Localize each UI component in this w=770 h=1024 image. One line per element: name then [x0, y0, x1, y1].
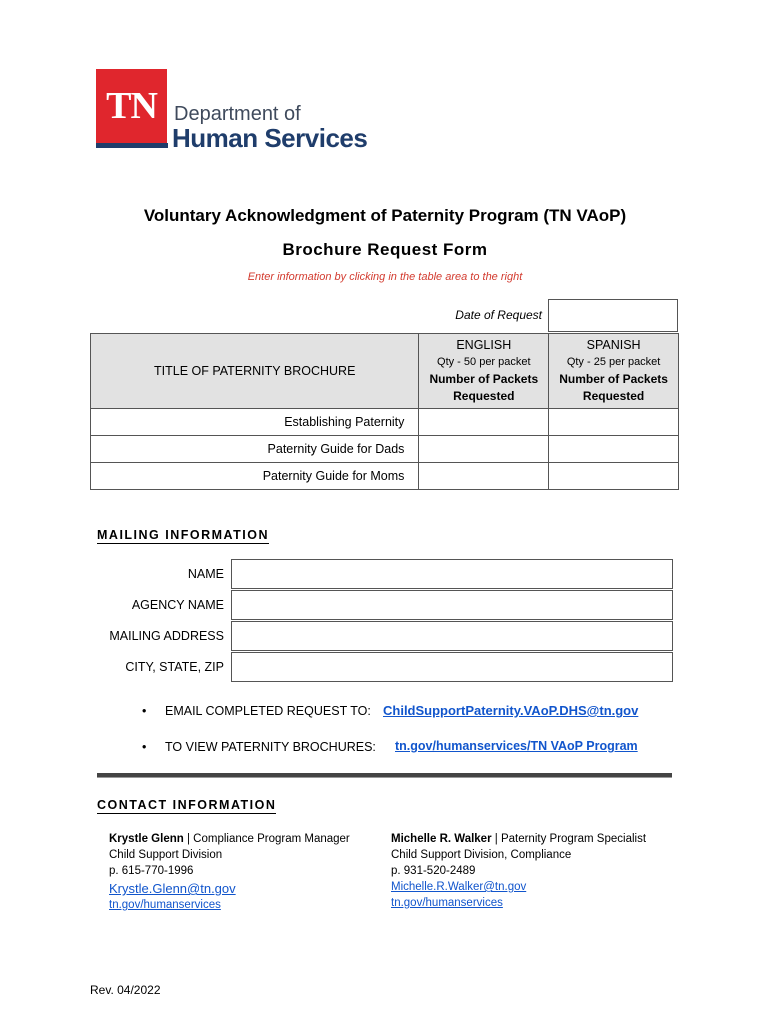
spanish-count-label: Number of Packets Requested [559, 371, 668, 403]
brochure-title: Establishing Paternity [91, 409, 419, 436]
name-field[interactable] [231, 559, 673, 589]
contact-role: | Compliance Program Manager [183, 833, 350, 845]
contact-name-line [109, 831, 350, 847]
contact-site-link[interactable]: tn.gov/humanservices [391, 897, 503, 909]
title-header-cell [91, 334, 419, 409]
contact-card [391, 831, 646, 911]
english-packets-input[interactable] [419, 436, 549, 463]
city-state-zip-field[interactable] [231, 652, 673, 682]
contact-name-line [391, 831, 646, 847]
spanish-packets-input[interactable] [549, 409, 679, 436]
date-of-request-field[interactable] [548, 299, 678, 332]
form-subtitle: Brochure Request Form [282, 240, 488, 259]
title-header-label: TITLE OF PATERNITY BROCHURE [154, 364, 356, 378]
mailing-address-label: MAILING ADDRESS [109, 629, 224, 643]
mailing-information-heading: MAILING INFORMATION [97, 528, 269, 542]
brochures-link[interactable]: tn.gov/humanservices/TN VAoP Program [395, 739, 638, 753]
logo-department-text: Department of [174, 103, 301, 125]
tn-logo-mark: TN [96, 69, 167, 143]
spanish-header-cell [549, 334, 679, 409]
agency-name-field[interactable] [231, 590, 673, 620]
english-qty: Qty - 50 per packet [437, 355, 531, 368]
contact-email-link[interactable]: Michelle.R.Walker@tn.gov [391, 881, 527, 893]
section-divider [97, 773, 672, 778]
spanish-label: SPANISH [586, 337, 641, 352]
contact-site-link[interactable]: tn.gov/humanservices [109, 899, 221, 911]
bullet-icon: • [142, 704, 147, 718]
brochure-title: Paternity Guide for Dads [91, 436, 419, 463]
brochure-table-header [91, 334, 679, 409]
agency-name-label: AGENCY NAME [131, 598, 224, 612]
mailing-address-field[interactable] [231, 621, 673, 651]
contact-name: Michelle R. Walker [391, 833, 492, 845]
contact-division: Child Support Division, Compliance [391, 849, 572, 861]
mailing-row-agency [90, 590, 672, 620]
contact-division: Child Support Division [109, 849, 223, 861]
form-title: Voluntary Acknowledgment of Paternity Program (TN VAoP) [143, 206, 627, 225]
spanish-qty: Qty - 25 per packet [566, 355, 661, 368]
city-state-zip-label: CITY, STATE, ZIP [125, 660, 224, 674]
contact-information-heading: CONTACT INFORMATION [97, 798, 277, 812]
bullet-icon: • [142, 740, 147, 754]
contact-phone: p. 615-770-1996 [109, 865, 194, 877]
table-row [91, 436, 679, 463]
mailing-row-name [90, 559, 672, 589]
contact-email-link[interactable]: Krystle.Glenn@tn.gov [109, 881, 236, 896]
english-packets-input[interactable] [419, 409, 549, 436]
table-row [91, 409, 679, 436]
mailing-row-address [90, 621, 672, 651]
brochure-title: Paternity Guide for Moms [91, 463, 419, 490]
english-label: ENGLISH [456, 337, 512, 352]
revision-date: Rev. 04/2022 [90, 983, 161, 997]
spanish-packets-input[interactable] [549, 463, 679, 490]
contact-role: | Paternity Program Specialist [491, 833, 647, 845]
email-instruction-label: EMAIL COMPLETED REQUEST TO: [165, 704, 371, 718]
spanish-packets-input[interactable] [549, 436, 679, 463]
mailing-row-city [90, 652, 672, 682]
tn-dhs-logo [96, 69, 376, 153]
logo-agency-text: Human Services [172, 123, 368, 153]
name-label: NAME [187, 567, 224, 581]
email-link[interactable]: ChildSupportPaternity.VAoP.DHS@tn.gov [383, 703, 639, 718]
contact-card [109, 831, 350, 913]
brochure-table [90, 333, 679, 490]
form-instruction: Enter information by clicking in the table area to the right [247, 271, 523, 283]
table-row [91, 463, 679, 490]
english-count-label: Number of Packets Requested [429, 371, 539, 403]
contact-phone: p. 931-520-2489 [391, 865, 476, 877]
date-of-request-label: Date of Request [455, 308, 542, 322]
view-instruction-label: TO VIEW PATERNITY BROCHURES: [165, 740, 376, 754]
logo-rule [96, 143, 168, 148]
contact-name: Krystle Glenn [109, 833, 184, 845]
english-header-cell [419, 334, 549, 409]
english-packets-input[interactable] [419, 463, 549, 490]
